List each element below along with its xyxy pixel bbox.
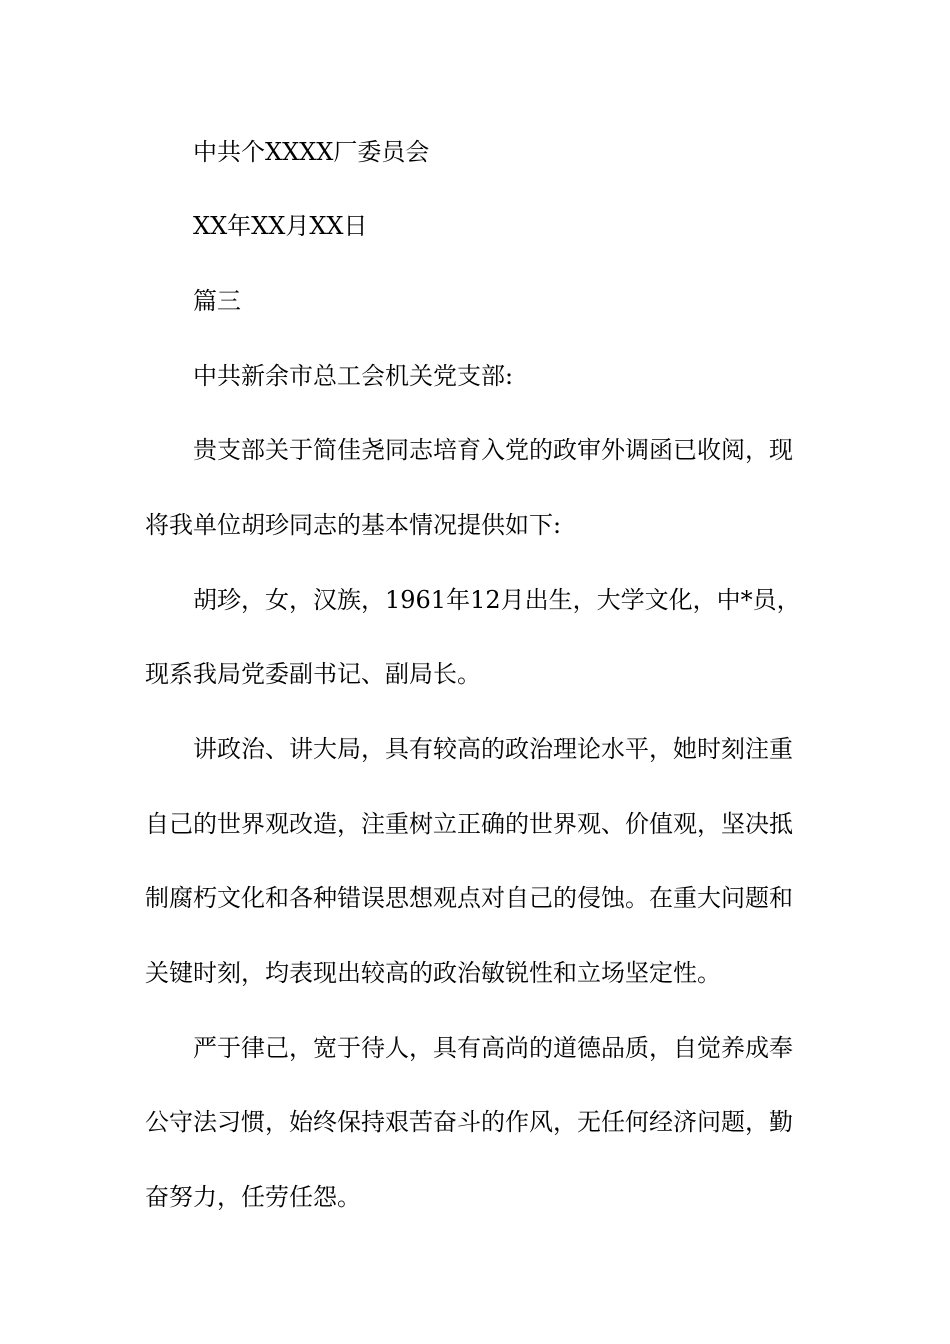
paragraph-3-line-3: 制腐朽文化和各种错误思想观点对自己的侵蚀。在重大问题和	[145, 884, 793, 912]
paragraph-4-line-2: 公守法习惯，始终保持艰苦奋斗的作风，无任何经济问题，勤	[145, 1108, 793, 1136]
paragraph-3-line-2: 自己的世界观改造，注重树立正确的世界观、价值观，坚决抵	[145, 810, 793, 838]
paragraph-1-line-2: 将我单位胡珍同志的基本情况提供如下:	[145, 511, 562, 539]
paragraph-3-line-1: 讲政治、讲大局，具有较高的政治理论水平，她时刻注重	[193, 735, 793, 763]
section-heading: 篇三	[193, 287, 241, 315]
paragraph-2-line-2: 现系我局党委副书记、副局长。	[145, 660, 481, 688]
paragraph-1-line-1: 贵支部关于简佳尧同志培育入党的政审外调函已收阅，现	[193, 436, 793, 464]
paragraph-3-line-4: 关键时刻，均表现出较高的政治敏锐性和立场坚定性。	[145, 959, 721, 987]
paragraph-4-line-3: 奋努力，任劳任怨。	[145, 1183, 361, 1211]
signature-date: XX年XX月XX日	[193, 212, 368, 240]
paragraph-4-line-1: 严于律己，宽于待人，具有高尚的道德品质，自觉养成奉	[193, 1034, 793, 1062]
signature-org: 中共个XXXX厂委员会	[193, 138, 430, 166]
paragraph-2-line-1: 胡珍，女，汉族，1961年12月出生，大学文化，中*员，	[193, 586, 801, 614]
salutation: 中共新余市总工会机关党支部:	[193, 362, 514, 390]
